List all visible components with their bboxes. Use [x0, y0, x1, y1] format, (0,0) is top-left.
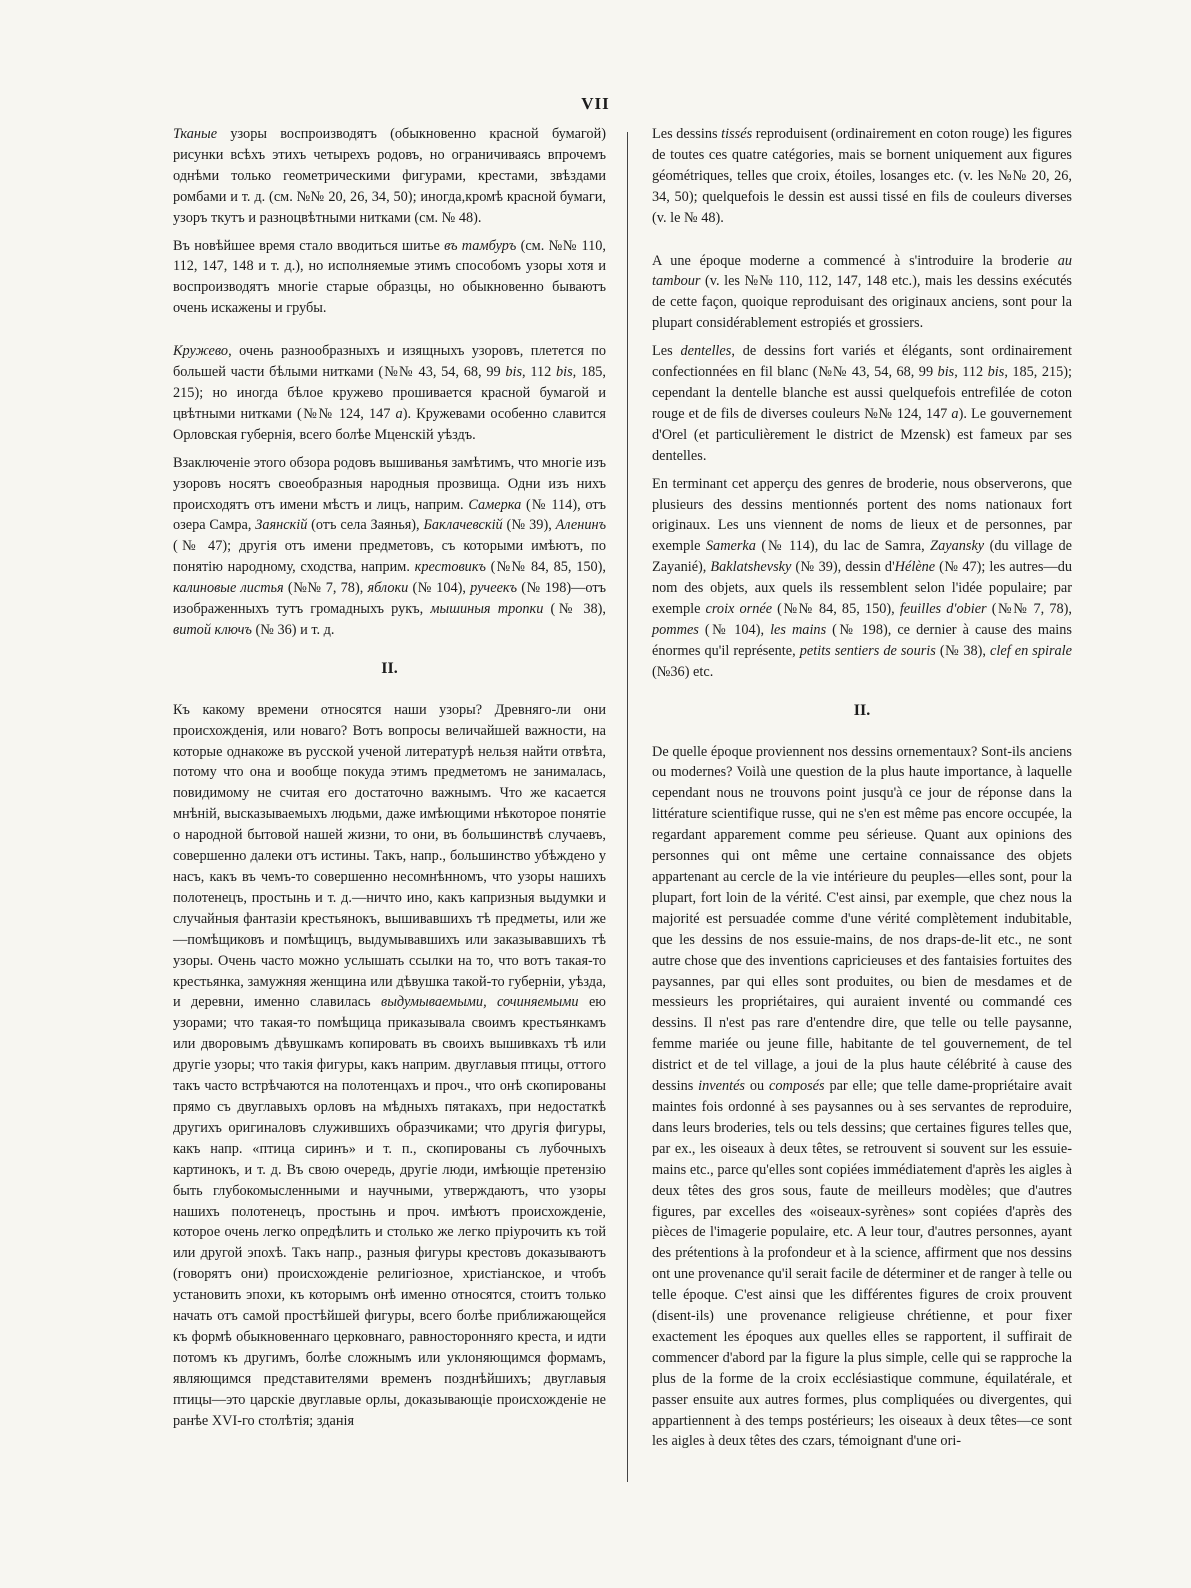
fr-term-a: a [951, 405, 959, 422]
ru-text: Въ новѣйшее время стало вводиться шитье [173, 237, 445, 254]
fr-paragraph-tisses [652, 124, 1072, 229]
ru-paragraph-kruzhevo [173, 341, 606, 446]
ru-text: (№ 104), [408, 580, 471, 597]
ru-term-a: а [395, 405, 403, 422]
ru-text: (№ 38), [543, 601, 607, 618]
fr-term: Samerka [705, 538, 756, 555]
fr-text: (№ 47); les autres—du nom des objets, aux quels ils ressemblent selon l'idée populaire; par exemple [652, 559, 1072, 618]
fr-section-heading: II. [853, 701, 871, 719]
fr-text: A une époque moderne a commencé à s'introduire la broderie [652, 252, 1058, 269]
fr-text: , 112 [954, 364, 988, 381]
page-number: VII [581, 94, 610, 113]
ru-text: (№ 47); другія отъ имени предметовъ, съ которыми имѣютъ, по понятію народному, сходства, наприм. [173, 538, 606, 576]
fr-text: De quelle époque proviennent nos dessins ornementaux? Sont-ils anciens ou modernes? Voilà une question de la plus haute importance, à laquelle cependant nous ne trouvons point jusqu'à ce jour de réponse dans la littérature scientifique russe, qui ne s'en est même pas encore occupée, la regardant apparement comme peu sérieuse. Quant aux opinions des personnes qui ont même une certaine connaissance des objets appartenant au cercle de la vie intérieure du peuples—elles sont, pour la plupart, fort loin de la vérité. C'est ainsi, par exemple, que chez nous la majorité est persuadée comme d'une vérité complètement indubitable, que les dessins de nos essuie-mains, de nos draps-de-lit etc., ne sont autre chose que des inventions capricieuses et des fantaisies fortuites des paysannes, par qui elles sont produites, ou bien de mesdames et de messieurs les propriétaires, qui auraient inventé ou commandé ces dessins. Il n'est pas rare d'entendre dire, que telle ou telle paysanne, femme mariée ou jeune fille, habitante de tel gouvernement, de tel district et de tel village, a joui de la plus haute célébrité à cause des dessins [652, 743, 1072, 1095]
fr-text: ou [745, 1078, 769, 1095]
ru-text: Къ какому времени относятся наши узоры? Древняго-ли они происхожденія, или новаго? Вотъ вопросы величайшей важности, на которые однакоже въ русской ученой литературѣ нельзя найти отвѣта, потому что она и вообще покуда этимъ предметомъ не занималась, повидимому не считая его достаточно важнымъ. Что же касается мнѣній, высказываемыхъ людьми, даже имѣющими нѣкоторое понятіе о народной бытовой нашей жизни, то они, въ большинствѣ случаевъ, совершенно далеки отъ истины. Такъ, напр., большинство убѣждено у насъ, какъ въ чемъ-то совершенно несомнѣнномъ, что узоры нашихъ полотенецъ, простынь и т. д.—ничто ино, какъ капризныя выдумки и случайныя фантазіи крестьянокъ, вышивавшихъ тѣ предметы, или же—помѣщиковъ и помѣщицъ, выдумывавшихъ или заказывавшихъ тѣ узоры. Очень часто можно услышать ссылки на то, что вотъ такая-то крестьянка, замужняя женщина или дѣвушка такой-то губерніи, уѣзда, и деревни, именно славилась [173, 701, 606, 1011]
fr-term-bis: bis [987, 364, 1005, 381]
fr-text: (№ 39), dessin d' [791, 559, 895, 576]
ru-term: Самерка [468, 496, 522, 513]
ru-term-bis: bis [555, 364, 573, 381]
fr-text: (v. les №№ 110, 112, 147, 148 etc.), mais les dessins exécutés de cette façon, quoique reproduisant des originaux anciens, sont pour la plupart considérablement estropiés et grossiers. [652, 273, 1072, 332]
french-column [652, 124, 1072, 1459]
fr-term: petits sentiers de souris [799, 642, 936, 659]
fr-text: par elle; que telle dame-propriétaire avait maintes fois ordonné à ses paysannes ou à ses servantes de reproduire, dans leurs broderies, tels ou tels dessins; que certaines figures telles que, par ex., les oiseaux à deux têtes, se retrouvent si souvent sur les essuie-mains etc., parce qu'elles sont copiées immédiatement d'après les aigles à deux têtes des gros sous, faute de meilleurs modèles; que d'autres figures, par excelles des «oiseaux-syrènes» sont copiées d'après des pièces de l'imagerie populaire, etc. A leur tour, d'autres personnes, ayant des prétentions à la profondeur et à la science, affirment que nos dessins ont une provenance qu'il serait facile de déterminer et de ranger à telle ou telle époque. C'est ainsi que les différentes figures de croix prouvent (disent-ils) une provenance religieuse chrétienne, et pour fixer exactement les époques aux quelles elles se rapportent, il suffirait de commencer d'abord par la figure la plus simple, celle qui se rapproche la plus de la forme de la croix ecclésiastique commune, équilatérale, et passer ensuite aux autres formes, plus compliquées ou divergentes, qui appartiennent à des temps postérieurs; les oiseaux à deux têtes—ce sont les aigles à deux têtes des czars, témoignant d'une ori- [652, 1078, 1072, 1450]
ru-section-heading: II. [381, 659, 398, 677]
ru-term-tkanye: Тканые [173, 126, 218, 142]
fr-text: (№ 198), ce dernier à cause des mains énormes qu'il représente, [652, 621, 1072, 659]
ru-term: ручеекъ [470, 580, 518, 597]
fr-paragraph-tambour [652, 251, 1072, 335]
ru-term: Баклачевскій [423, 517, 503, 534]
fr-paragraph-dentelles [652, 341, 1072, 466]
ru-text: (отъ села Заянья), [307, 517, 424, 534]
ru-term: витой ключъ [173, 621, 252, 638]
fr-term: clef en spirale [990, 642, 1072, 659]
ru-paragraph-origin [173, 700, 606, 1432]
ru-text: (№ 114), отъ озера Самра, [173, 496, 606, 534]
russian-column [173, 124, 606, 1438]
ru-term-tambur: въ тамбуръ [444, 237, 517, 254]
ru-text: ею узорами; что такая-то помѣщица приказывала своимъ крестьянкамъ или дворовымъ дѣвушкамъ копировать въ своихъ вышивкахъ тѣ или другіе узоры; что такія фигуры, какъ наприм. двуглавыя птицы, оттого такъ часто встрѣчаются на полотенцахъ и проч., что онѣ скопированы прямо съ двуглавыхъ орловъ на мѣдныхъ пятакахъ, при недостаткѣ другихъ оригиналовъ служившихъ образчиками; что другія фигуры, какъ напр. «птица сиринъ» и т. п., скопированы съ лубочныхъ картинокъ, и т. д. Въ свою очередь, другіе люди, имѣющіе претензію быть глубокомысленными и научными, утверждаютъ, что узоры нашихъ полотенецъ, простынь и проч. имѣютъ происхожденіе, которое очень легко опредѣлить и столько же легко пріурочить къ той или другой эпохѣ. Такъ напр., разныя фигуры крестовъ доказываютъ (говорятъ они) происхожденіе религіозное, христіанское, и чтобъ установить эпохи, къ которымъ онѣ именно относятся, стоитъ только начать отъ самой простѣйшей фигуры, всего болѣе приближающейся къ формѣ обыкновеннаго церковнаго, равносторонняго креста, и идти потомъ къ другимъ, болѣе сложнымъ или уклоняющимся формамъ, являющимся представителями временъ позднѣйшихъ; двуглавыя птицы—это царскіе двуглавые орлы, доказывающіе происхожденіе не ранѣе XVI-го столѣтія; зданія [173, 994, 606, 1429]
fr-text: (№ 104), [698, 621, 771, 638]
fr-text: Les dessins [652, 126, 722, 142]
fr-text: Les [652, 343, 681, 360]
fr-text: (№ 38), [935, 642, 991, 659]
fr-term-tambour: au tambour [652, 252, 1072, 290]
fr-term: Hélène [894, 559, 936, 576]
fr-text: , 185, 215); cependant la dentelle blanche est aussi quelquefois entrefilée de coton rouge et de fils de diverses couleurs №№ 124, 147 [652, 364, 1073, 422]
ru-term: крестовикъ [414, 559, 486, 576]
fr-term: les mains [770, 621, 827, 638]
fr-paragraph-origin [652, 742, 1072, 1453]
ru-paragraph-tkanye [173, 124, 606, 229]
fr-text: (№36) etc. [652, 663, 714, 680]
fr-text: (№№ 7, 78), [986, 601, 1072, 618]
ru-term: Заянскій [255, 517, 308, 534]
ru-paragraph-names [173, 453, 606, 641]
ru-text: (№ 198)—отъ изображенныхъ тутъ громадныхъ рукъ, [173, 580, 607, 618]
fr-text: , de dessins fort variés et élégants, sont ordinairement confectionnées en fil blanc (№№ 43, 54, 68, 99 [652, 343, 1072, 381]
fr-text: (du village de Zayanié), [652, 538, 1072, 576]
fr-term: Baklatshevsky [710, 559, 792, 576]
ru-text: , 185, 215); но иногда бѣлое кружево прошивается красной бумагой и цвѣтными нитками (№№ 124, 147 [173, 364, 606, 422]
fr-text: En terminant cet apperçu des genres de broderie, nous observerons, que plusieurs des dessins mentionnés portent des noms nationaux fort originaux. Les uns viennent de noms de lieux et de personnes, par exemple [652, 475, 1072, 555]
fr-text: reproduisent (ordinairement en coton rouge) les figures de toutes ces quatre catégories, mais se bornent uniquement aux figures géométriques, telles que croix, étoiles, losanges etc. (v. les №№ 20, 26, 34, 50); quelquefois le dessin est aussi tissé en fils de couleurs diverses (v. le № 48). [652, 126, 1072, 226]
fr-text: (№№ 84, 85, 150), [772, 601, 900, 618]
ru-term: мышиныя тропки [430, 601, 544, 618]
ru-text: (№ 36) и т. д. [251, 621, 335, 638]
ru-term: Аленинъ [555, 517, 607, 534]
ru-text: (№№ 7, 78), [283, 580, 368, 597]
ru-text: узоры воспроизводятъ (обыкновенно красной бумагой) рисунки всѣхъ этихъ четырехъ родовъ, но ограничиваясь впрочемъ однѣми только геометрическими фигурами, крестами, звѣздами ромбами и т. д. (см. №№ 20, 26, 34, 50); иногда,кромѣ красной бумаги, узоръ ткутъ и разноцвѣтными нитками (см. № 48). [173, 126, 606, 226]
ru-text: ). Кружевами особенно славится Орловская губернія, всего болѣе Мценскій уѣздъ. [173, 405, 606, 443]
fr-term: feuilles d'obier [899, 601, 987, 618]
fr-term-dentelles: dentelles [680, 343, 732, 360]
ru-text: Взаключеніе этого обзора родовъ вышиванья замѣтимъ, что многіе изъ узоровъ носятъ своеобразныя народныя прозвища. Одни изъ нихъ происходятъ отъ имени мѣстъ и лицъ, наприм. [173, 454, 606, 513]
ru-text: (№№ 84, 85, 150), [485, 559, 606, 576]
fr-term-tisses: tissés [721, 126, 753, 142]
fr-term: pommes [652, 621, 699, 638]
fr-term-bis: bis [937, 364, 955, 381]
fr-text: (№ 114), du lac de Samra, [755, 538, 931, 555]
ru-text: (№ 39), [502, 517, 556, 534]
fr-term: croix ornée [705, 601, 773, 618]
ru-text: , очень разнообразныхъ и изящныхъ узоровъ, плетется по большей части бѣлыми нитками (№№ 43, 54, 68, 99 [173, 343, 606, 381]
fr-paragraph-names [652, 474, 1072, 683]
fr-term: Zayansky [930, 538, 985, 555]
ru-term: калиновые листья [173, 580, 284, 597]
ru-text: (см. №№ 110, 112, 147, 148 и т. д.), но исполняемые этимъ способомъ узоры хотя и воспроизводятъ многiе старые образцы, но обыкновенно бываютъ очень искажены и грубы. [173, 237, 606, 317]
ru-term: яблоки [367, 580, 409, 597]
fr-term: inventés [698, 1078, 745, 1095]
ru-paragraph-tambur [173, 236, 606, 320]
fr-term: composés [769, 1078, 825, 1095]
column-divider [627, 132, 628, 1482]
ru-term-bis: bis [505, 364, 523, 381]
ru-term: выдумываемыми, сочиняемыми [381, 994, 579, 1011]
ru-text: , 112 [522, 364, 556, 381]
fr-text: ). Le gouvernement d'Orel (et particulièrement le district de Mzensk) est fameux par ses dentelles. [652, 405, 1073, 464]
ru-term-kruzhevo: Кружево [173, 343, 229, 360]
